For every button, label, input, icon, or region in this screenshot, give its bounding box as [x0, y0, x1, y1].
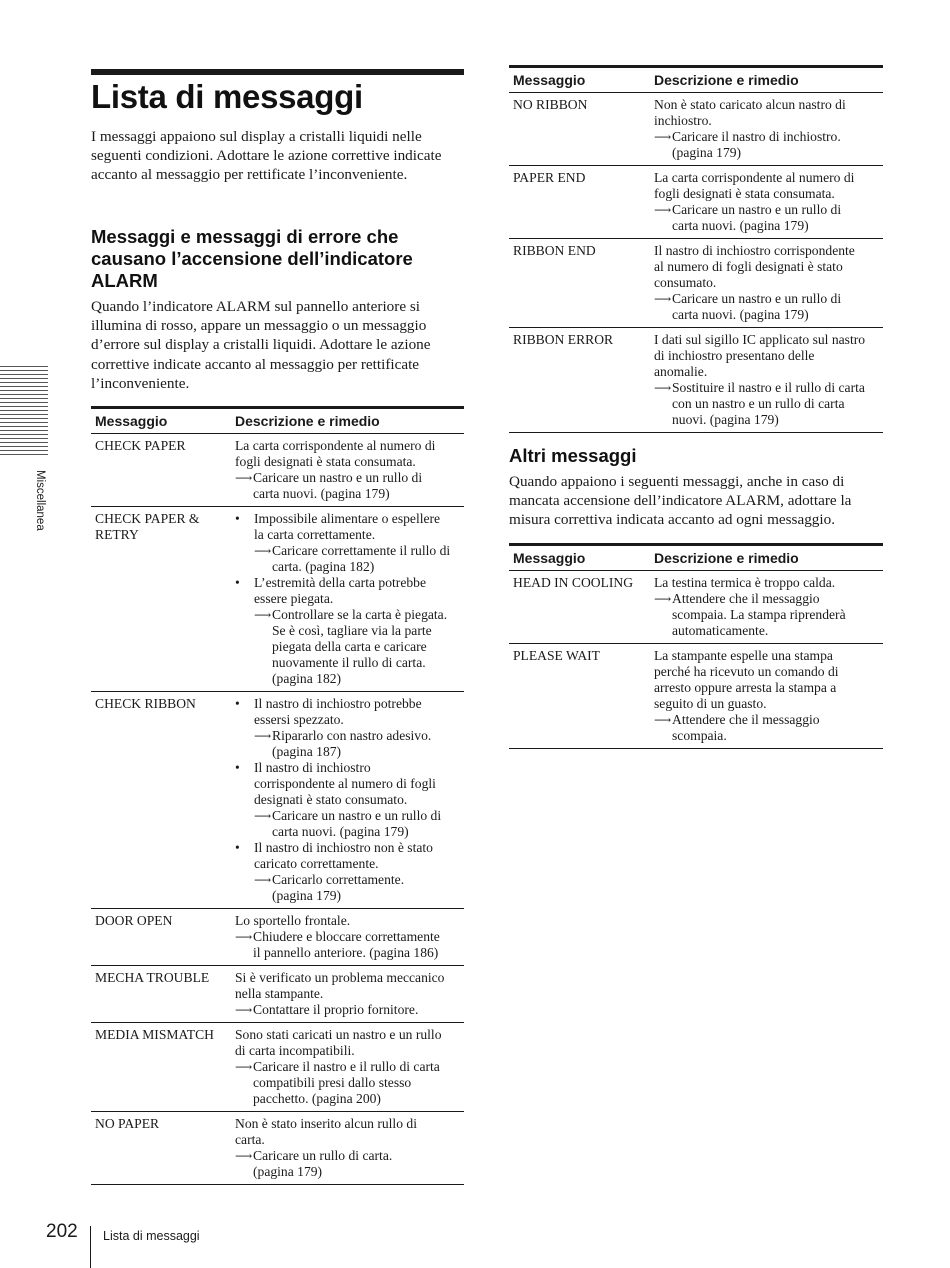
- message-description: [650, 93, 883, 166]
- description-line: perché ha ricevuto un comando di: [654, 664, 839, 679]
- remedy-line: Caricare correttamente il rullo di: [272, 543, 451, 558]
- arrow-right-icon: ⟶: [654, 713, 672, 727]
- message-description: [650, 239, 883, 328]
- description-line: Non è stato inserito alcun rullo di: [235, 1116, 417, 1131]
- message-name: NO RIBBON: [509, 93, 650, 166]
- message-name: RIBBON END: [509, 239, 650, 328]
- message-description: [231, 1112, 464, 1185]
- remedy-action: [254, 872, 460, 904]
- remedy-line: piegata della carta e caricare: [272, 639, 427, 654]
- table-row: [91, 507, 464, 692]
- message-name-line: CHECK PAPER &: [95, 511, 200, 526]
- message-name: MECHA TROUBLE: [91, 966, 231, 1023]
- alarm-messages-table-left: [91, 406, 464, 1185]
- intro-paragraph: I messaggi appaiono sul display a cristalli liquidi nelle seguenti condizioni. Adottare le azione correttive indicate accanto al messaggio per rettificate l’inconveniente.: [91, 128, 442, 184]
- arrow-right-icon: ⟶: [654, 592, 672, 606]
- footer-divider: [90, 1226, 91, 1268]
- remedy-action: [235, 1148, 460, 1180]
- remedy-line: Caricare un nastro e un rullo di: [253, 470, 423, 485]
- other-messages-table: [509, 543, 883, 749]
- table-row: [509, 644, 883, 749]
- bullet-icon: •: [235, 760, 240, 775]
- remedy-line: automaticamente.: [672, 623, 769, 638]
- arrow-right-icon: ⟶: [235, 1003, 253, 1017]
- description-line: Il nastro di inchiostro corrispondente: [654, 243, 855, 258]
- table-header-row: [509, 545, 883, 571]
- table-row: [91, 909, 464, 966]
- remedy-line: con un nastro e un rullo di carta: [672, 396, 845, 411]
- remedy-line: carta nuovi. (pagina 179): [672, 218, 809, 233]
- message-name-line: RETRY: [95, 527, 139, 542]
- remedy-line: Ripararlo con nastro adesivo.: [272, 728, 432, 743]
- description-line: consumato.: [654, 275, 717, 290]
- description-line: al numero di fogli designati è stato: [654, 259, 843, 274]
- table-row: [91, 692, 464, 909]
- arrow-right-icon: ⟶: [254, 729, 272, 743]
- description-line: Si è verificato un problema meccanico: [235, 970, 445, 985]
- remedy-action: [235, 1002, 460, 1018]
- arrow-right-icon: ⟶: [235, 930, 253, 944]
- message-name: PAPER END: [509, 166, 650, 239]
- description-line: Il nastro di inchiostro potrebbe: [254, 696, 422, 711]
- table-row: [91, 966, 464, 1023]
- column-header-description: Descrizione e rimedio: [650, 545, 883, 571]
- table-row: [509, 328, 883, 433]
- description-line: designati è stato consumato.: [254, 792, 408, 807]
- remedy-line: scompaia. La stampa riprenderà: [672, 607, 846, 622]
- remedy-action: [654, 202, 879, 234]
- description-line: essersi spezzato.: [254, 712, 344, 727]
- remedy-action: [254, 808, 460, 840]
- remedy-action: [235, 929, 460, 961]
- page-number: 202: [46, 1221, 78, 1242]
- remedy-line: nuovi. (pagina 179): [672, 412, 779, 427]
- remedy-line: pacchetto. (pagina 200): [253, 1091, 381, 1106]
- footer-label: Lista di messaggi: [103, 1229, 200, 1243]
- description-line: arresto oppure arresta la stampa a: [654, 680, 837, 695]
- table-row: [509, 239, 883, 328]
- message-description: [231, 909, 464, 966]
- arrow-right-icon: ⟶: [654, 381, 672, 395]
- section-alarm-paragraph: Quando l’indicatore ALARM sul pannello anteriore si illumina di rosso, appare un messaggio o un messaggio d’errore sul display a cristalli liquidi. Adottare le azione correttive indicate accanto al messaggio per rettificate l’inconveniente.: [91, 298, 431, 392]
- message-description: [650, 644, 883, 749]
- message-name: RIBBON ERROR: [509, 328, 650, 433]
- remedy-line: Caricare un nastro e un rullo di: [672, 291, 842, 306]
- alarm-messages-table-right: [509, 65, 883, 433]
- description-line: Lo sportello frontale.: [235, 913, 351, 928]
- table-row: [509, 571, 883, 644]
- remedy-action: [654, 380, 879, 428]
- arrow-right-icon: ⟶: [254, 809, 272, 823]
- table-row: [509, 166, 883, 239]
- side-tab-marker: [0, 366, 48, 458]
- remedy-line: Sostituire il nastro e il rullo di carta: [672, 380, 865, 395]
- description-line: anomalie.: [654, 364, 708, 379]
- remedy-line: (pagina 179): [272, 888, 342, 903]
- message-description: [650, 166, 883, 239]
- column-header-description: Descrizione e rimedio: [231, 408, 464, 434]
- remedy-line: Caricare il nastro e il rullo di carta: [253, 1059, 440, 1074]
- remedy-line: Se è così, tagliare via la parte: [272, 623, 432, 638]
- arrow-right-icon: ⟶: [654, 130, 672, 144]
- message-name: MEDIA MISMATCH: [91, 1023, 231, 1112]
- column-header-message: Messaggio: [509, 67, 650, 93]
- message-name: CHECK RIBBON: [91, 692, 231, 909]
- remedy-line: il pannello anteriore. (pagina 186): [253, 945, 439, 960]
- remedy-line: Caricare un nastro e un rullo di: [672, 202, 842, 217]
- description-line: La carta corrispondente al numero di: [235, 438, 436, 453]
- arrow-right-icon: ⟶: [254, 544, 272, 558]
- arrow-right-icon: ⟶: [254, 873, 272, 887]
- description-line: Sono stati caricati un nastro e un rullo: [235, 1027, 442, 1042]
- remedy-action: [254, 728, 460, 760]
- table-row: [509, 93, 883, 166]
- arrow-right-icon: ⟶: [235, 471, 253, 485]
- description-line: nella stampante.: [235, 986, 324, 1001]
- description-line: la carta correttamente.: [254, 527, 376, 542]
- table-header-row: [91, 408, 464, 434]
- bullet-item: [235, 840, 460, 904]
- column-header-message: Messaggio: [91, 408, 231, 434]
- remedy-line: Caricare il nastro di inchiostro.: [672, 129, 841, 144]
- message-description: [650, 571, 883, 644]
- bullet-item: [235, 760, 460, 840]
- description-line: di inchiostro presentano delle: [654, 348, 815, 363]
- remedy-action: [654, 129, 879, 161]
- message-description: [650, 328, 883, 433]
- remedy-line: (pagina 179): [253, 1164, 323, 1179]
- table-row: [91, 434, 464, 507]
- description-line: carta.: [235, 1132, 265, 1147]
- remedy-action: [235, 1059, 460, 1107]
- section-other-paragraph: Quando appaiono i seguenti messaggi, anche in caso di mancata accensione dell’indicatore ALARM, adottare la misura correttiva indicata accanto ad ogni messaggio.: [509, 473, 852, 529]
- description-line: corrispondente al numero di fogli: [254, 776, 436, 791]
- remedy-line: Caricare un nastro e un rullo di: [272, 808, 442, 823]
- message-name: NO PAPER: [91, 1112, 231, 1185]
- remedy-line: carta nuovi. (pagina 179): [272, 824, 409, 839]
- description-line: fogli designati è stata consumata.: [235, 454, 416, 469]
- description-line: seguito di un guasto.: [654, 696, 767, 711]
- arrow-right-icon: ⟶: [254, 608, 272, 622]
- remedy-line: Attendere che il messaggio: [672, 712, 820, 727]
- bullet-item: [235, 696, 460, 760]
- description-line: essere piegata.: [254, 591, 334, 606]
- remedy-line: compatibili presi dallo stesso: [253, 1075, 412, 1090]
- description-line: L’estremità della carta potrebbe: [254, 575, 426, 590]
- bullet-item: [235, 511, 460, 575]
- column-header-message: Messaggio: [509, 545, 650, 571]
- bullet-item: [235, 575, 460, 687]
- remedy-action: [654, 291, 879, 323]
- remedy-line: (pagina 179): [672, 145, 742, 160]
- description-line: Il nastro di inchiostro non è stato: [254, 840, 433, 855]
- description-line: fogli designati è stata consumata.: [654, 186, 835, 201]
- remedy-line: nuovamente il rullo di carta.: [272, 655, 426, 670]
- remedy-line: carta nuovi. (pagina 179): [672, 307, 809, 322]
- bullet-icon: •: [235, 575, 240, 590]
- message-name: DOOR OPEN: [91, 909, 231, 966]
- message-description: [231, 434, 464, 507]
- message-description: [231, 692, 464, 909]
- bullet-icon: •: [235, 840, 240, 855]
- description-line: inchiostro.: [654, 113, 712, 128]
- bullet-icon: •: [235, 696, 240, 711]
- remedy-line: Caricare un rullo di carta.: [253, 1148, 393, 1163]
- description-line: I dati sul sigillo IC applicato sul nastro: [654, 332, 866, 347]
- page-title: Lista di messaggi: [91, 78, 363, 115]
- description-line: La carta corrispondente al numero di: [654, 170, 855, 185]
- section-heading-other: Altri messaggi: [509, 445, 637, 466]
- remedy-line: Controllare se la carta è piegata.: [272, 607, 448, 622]
- arrow-right-icon: ⟶: [654, 203, 672, 217]
- remedy-line: (pagina 187): [272, 744, 342, 759]
- message-name: PLEASE WAIT: [509, 644, 650, 749]
- table-row: [91, 1112, 464, 1185]
- remedy-line: carta nuovi. (pagina 179): [253, 486, 390, 501]
- remedy-action: [235, 470, 460, 502]
- remedy-line: Contattare il proprio fornitore.: [253, 1002, 419, 1017]
- remedy-line: Attendere che il messaggio: [672, 591, 820, 606]
- message-description: [231, 1023, 464, 1112]
- arrow-right-icon: ⟶: [235, 1149, 253, 1163]
- bullet-icon: •: [235, 511, 240, 526]
- remedy-line: (pagina 182): [272, 671, 342, 686]
- message-name: [91, 507, 231, 692]
- message-name: HEAD IN COOLING: [509, 571, 650, 644]
- remedy-action: [254, 543, 460, 575]
- message-name: CHECK PAPER: [91, 434, 231, 507]
- table-row: [91, 1023, 464, 1112]
- message-description: [231, 966, 464, 1023]
- remedy-line: Chiudere e bloccare correttamente: [253, 929, 440, 944]
- remedy-line: carta. (pagina 182): [272, 559, 375, 574]
- description-line: Il nastro di inchiostro: [254, 760, 371, 775]
- remedy-action: [654, 591, 879, 639]
- description-line: di carta incompatibili.: [235, 1043, 355, 1058]
- message-description: [231, 507, 464, 692]
- title-rule: [91, 69, 464, 75]
- description-line: Impossibile alimentare o espellere: [254, 511, 441, 526]
- remedy-action: [254, 607, 460, 687]
- remedy-action: [654, 712, 879, 744]
- side-tab-label: Miscellanea: [34, 470, 46, 531]
- remedy-line: Caricarlo correttamente.: [272, 872, 405, 887]
- description-line: Non è stato caricato alcun nastro di: [654, 97, 846, 112]
- remedy-line: scompaia.: [672, 728, 727, 743]
- arrow-right-icon: ⟶: [654, 292, 672, 306]
- description-line: caricato correttamente.: [254, 856, 379, 871]
- column-header-description: Descrizione e rimedio: [650, 67, 883, 93]
- table-header-row: [509, 67, 883, 93]
- section-heading-alarm: Messaggi e messaggi di errore che causano l’accensione dell’indicatore ALARM: [91, 226, 413, 291]
- arrow-right-icon: ⟶: [235, 1060, 253, 1074]
- description-line: La testina termica è troppo calda.: [654, 575, 836, 590]
- description-line: La stampante espelle una stampa: [654, 648, 833, 663]
